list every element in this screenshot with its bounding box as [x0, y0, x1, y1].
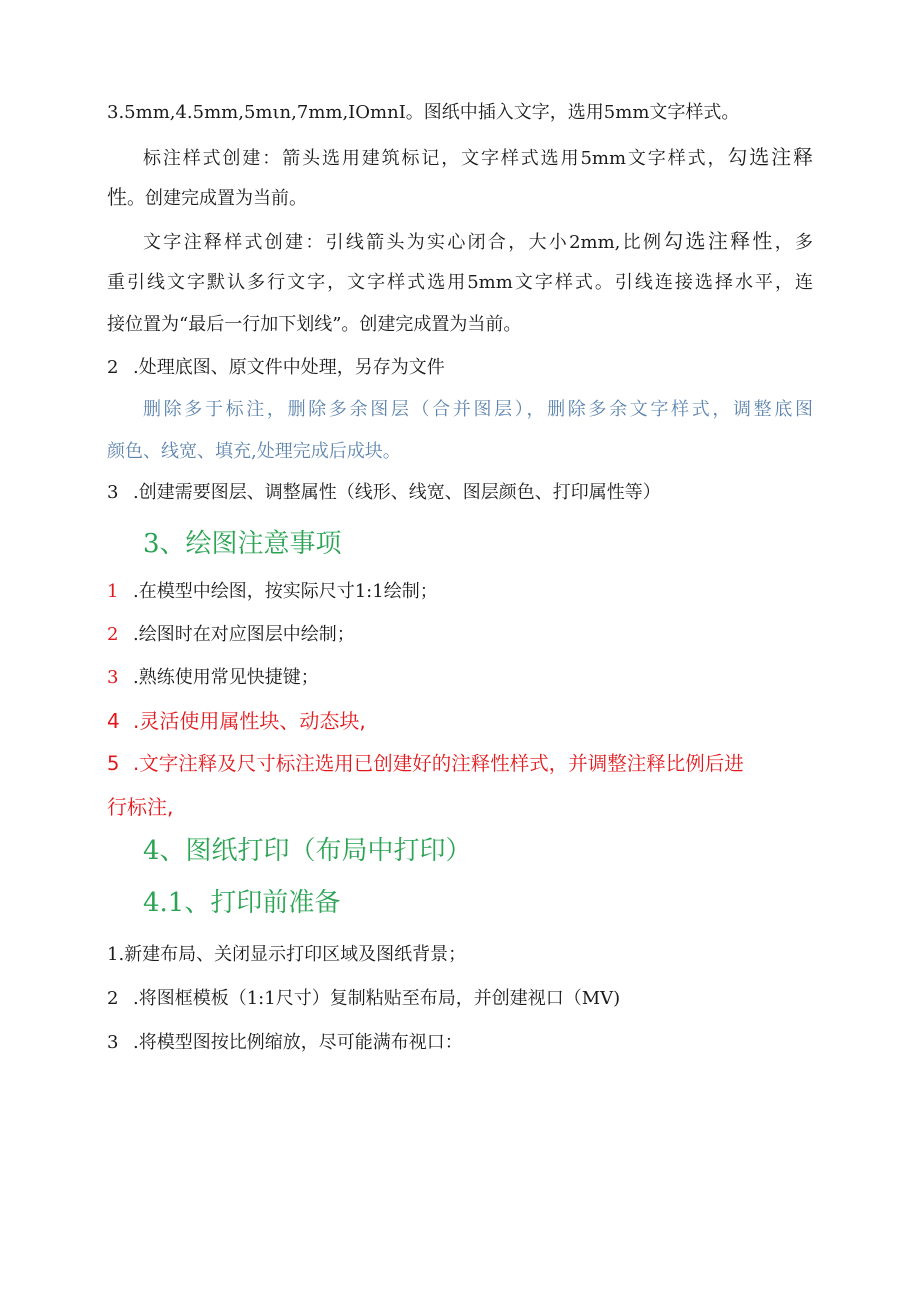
list-number: 2: [107, 357, 119, 378]
list-text: 行标注,: [107, 795, 174, 819]
list-text: .在模型中绘图，按实际尺寸1:1绘制；: [133, 581, 438, 602]
paragraph-line: [107, 313, 813, 337]
list-text: .文字注释及尺寸标注选用已创建好的注释性样式，并调整注释比例后进: [133, 752, 744, 775]
list-item: [107, 580, 813, 604]
list-text: 1.新建布局、关闭显示打印区域及图纸背景；: [107, 944, 467, 965]
paragraph-line: [143, 398, 813, 422]
list-number: 1: [107, 581, 119, 602]
text-sizes-line: 3.5mm,4.5mm,5mιn,7mm,IOmnI。图纸中插入文字，选用5mm文字样式。: [107, 102, 740, 123]
list-item: [107, 1031, 813, 1055]
list-text: .熟练使用常见快捷键；: [133, 667, 319, 688]
annotative-emphasis: 勾选注释: [727, 145, 813, 169]
mleader-style-text: 文字注释样式创建：引线箭头为实心闭合，大小2mm,比例: [143, 232, 664, 253]
list-number: 2: [107, 988, 119, 1009]
list-item: [107, 623, 813, 647]
paragraph-line: [107, 271, 813, 295]
paragraph-line: [143, 145, 813, 171]
list-text: .绘图时在对应图层中绘制；: [133, 624, 355, 645]
section-heading: 4、图纸打印（布局中打印）: [143, 836, 472, 866]
annotative-emphasis: 性: [107, 185, 127, 209]
list-number: 4: [107, 709, 120, 733]
dim-style-text: 标注样式创建：箭头选用建筑标记，文字样式选用5mm文字样式，: [143, 148, 728, 169]
dim-style-text: 。创建完成置为当前。: [127, 188, 307, 209]
list-number: 5: [107, 752, 120, 775]
cleanup-text: 删除多于标注，删除多余图层（合并图层），删除多余文字样式，调整底图: [143, 399, 813, 420]
list-text: .创建需要图层、调整属性（线形、线宽、图层颜色、打印属性等）: [133, 482, 661, 503]
list-number: 3: [107, 482, 119, 503]
list-item: [107, 356, 813, 380]
list-text: .处理底图、原文件中处理，另存为文件: [133, 357, 445, 378]
cleanup-text: 颜色、线宽、填充,处理完成后成块。: [107, 441, 401, 462]
list-number: 2: [107, 624, 119, 645]
list-item: [107, 943, 813, 967]
list-number: 3: [107, 667, 119, 688]
subsection-heading: 4.1、打印前准备: [143, 888, 341, 918]
mleader-style-text: ，多: [774, 232, 814, 253]
list-item: [107, 752, 813, 776]
list-item: [107, 481, 813, 505]
annotative-emphasis: 勾选注释性: [663, 229, 775, 253]
paragraph-line: [107, 440, 813, 464]
list-item: [107, 709, 813, 733]
section-heading: 3、绘图注意事项: [143, 529, 342, 559]
paragraph-line: [107, 185, 813, 211]
list-text: .灵活使用属性块、动态块,: [133, 709, 366, 733]
paragraph-line: [107, 795, 813, 819]
mleader-style-text: 接位置为“最后一行加下划线”。创建完成置为当前。: [107, 314, 522, 335]
paragraph-line: [143, 229, 813, 255]
paragraph-line: [107, 101, 813, 125]
list-item: [107, 987, 813, 1011]
list-text: .将模型图按比例缩放，尽可能满布视口：: [133, 1032, 463, 1053]
list-text: .将图框模板（1:1尺寸）复制粘贴至布局，并创建视口（MV): [133, 988, 621, 1009]
list-number: 3: [107, 1032, 119, 1053]
list-item: [107, 666, 813, 690]
mleader-style-text: 重引线文字默认多行文字，文字样式选用5mm文字样式。引线连接选择水平，连: [107, 272, 813, 293]
